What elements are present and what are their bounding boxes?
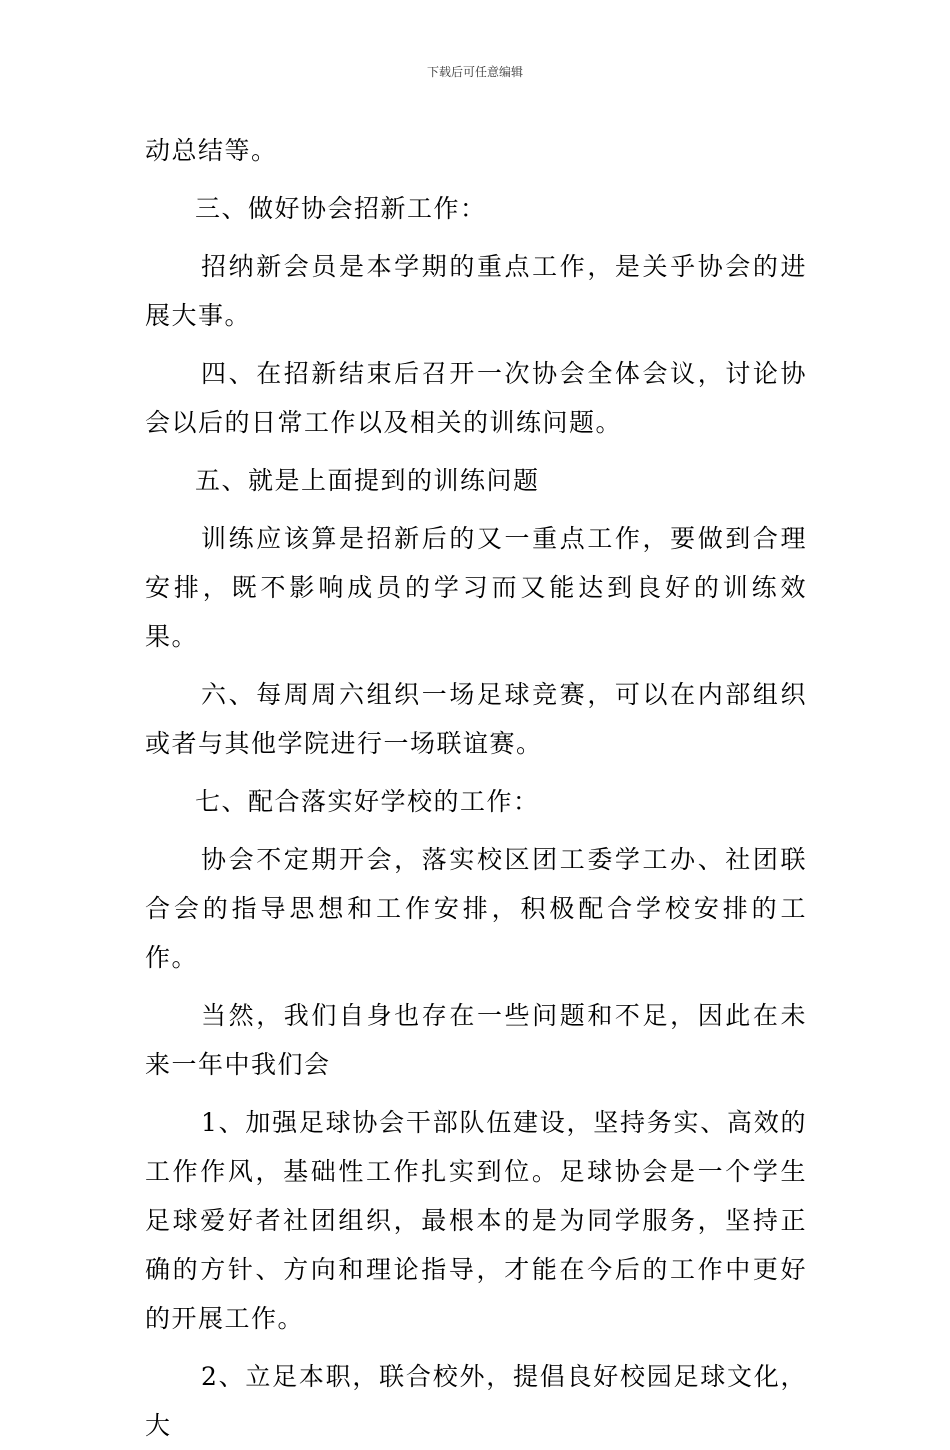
paragraph: 训练应该算是招新后的又一重点工作，要做到合理安排，既不影响成员的学习而又能达到良好的训练效果。 xyxy=(145,524,807,651)
paragraph: 招纳新会员是本学期的重点工作，是关乎协会的进展大事。 xyxy=(145,252,807,330)
paragraph: 动总结等。 xyxy=(145,136,278,165)
section-heading: 三、做好协会招新工作： xyxy=(195,194,487,223)
list-item: 1、加强足球协会干部队伍建设，坚持务实、高效的工作作风，基础性工作扎实到位。足球协会是一个学生足球爱好者社团组织，最根本的是为同学服务，坚持正确的方针、方向和理论指导，才能在今后的工作中更好的开展工作。 xyxy=(145,1108,807,1333)
paragraph: 协会不定期开会，落实校区团工委学工办、社团联合会的指导思想和工作安排，积极配合学校安排的工作。 xyxy=(145,845,807,972)
section-heading: 七、配合落实好学校的工作： xyxy=(195,787,540,816)
section-heading: 五、就是上面提到的训练问题 xyxy=(195,466,540,495)
paragraph: 六、每周周六组织一场足球竞赛，可以在内部组织或者与其他学院进行一场联谊赛。 xyxy=(145,680,807,758)
paragraph: 四、在招新结束后召开一次协会全体会议，讨论协会以后的日常工作以及相关的训练问题。 xyxy=(145,359,807,437)
document-body xyxy=(145,126,807,1450)
list-item: 2、立足本职，联合校外，提倡良好校园足球文化，大 xyxy=(145,1362,807,1440)
paragraph: 当然，我们自身也存在一些问题和不足，因此在未来一年中我们会 xyxy=(145,1001,807,1079)
page-header: 下载后可任意编辑 xyxy=(426,65,523,79)
